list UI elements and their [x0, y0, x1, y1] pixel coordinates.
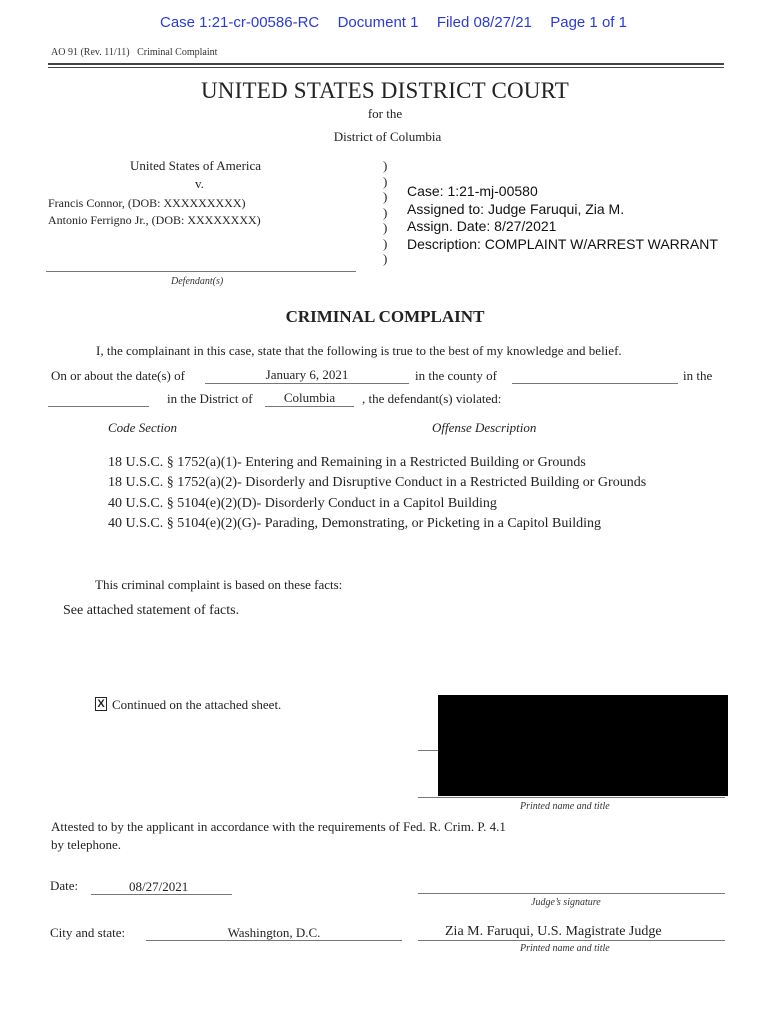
- attest-line-2: by telephone.: [51, 837, 122, 852]
- filing-date: Filed 08/27/21: [436, 14, 532, 31]
- county-text: in the county of: [415, 368, 497, 383]
- code-section-header: Code Section: [108, 420, 177, 435]
- complainant-name-rule: [418, 797, 725, 798]
- caption-defendant-label: Defendant(s): [171, 276, 224, 287]
- violation-item: 18 U.S.C. § 1752(a)(1)- Entering and Remaining in a Restricted Building or Grounds: [108, 455, 586, 470]
- filing-header: [160, 14, 627, 31]
- complaint-intro: I, the complainant in this case, state that the following is true to the best of my knowledge and belief.: [96, 343, 622, 358]
- continued-label: Continued on the attached sheet.: [112, 697, 282, 712]
- court-district: District of Columbia: [333, 129, 442, 144]
- judge-name-rule: [418, 940, 725, 941]
- complaint-heading: CRIMINAL COMPLAINT: [285, 307, 485, 326]
- caption-paren-column: ) ) ) ) ) ) ): [383, 158, 388, 266]
- violation-item: 40 U.S.C. § 5104(e)(2)(G)- Parading, Demonstrating, or Picketing in a Capitol Building: [108, 515, 602, 531]
- caption-defendant-2: Antonio Ferrigno Jr., (DOB: XXXXXXXX): [48, 213, 261, 227]
- filing-page: Page 1 of 1: [550, 14, 627, 31]
- date-field: January 6, 2021: [205, 367, 409, 384]
- redaction-box: [438, 695, 728, 796]
- judge-signature-rule: [418, 893, 725, 894]
- in-the-text: in the: [683, 368, 713, 383]
- complainant-signature-rule: [418, 750, 440, 751]
- county-field: [512, 367, 678, 384]
- stamp-assigned: Assigned to: Judge Faruqui, Zia M.: [407, 200, 625, 217]
- caption-defendant-1: Francis Connor, (DOB: XXXXXXXXX): [48, 196, 246, 210]
- attest-line-1: Attested to by the applicant in accordance with the requirements of Fed. R. Crim. P. 4.1: [51, 819, 506, 834]
- date-prefix: On or about the date(s) of: [51, 368, 185, 383]
- caption-versus: v.: [195, 176, 204, 191]
- caption-plaintiff: United States of America: [130, 158, 262, 173]
- judge-printed-name-label: Printed name and title: [520, 943, 610, 954]
- court-title: UNITED STATES DISTRICT COURT: [200, 78, 570, 103]
- city-state-label: City and state:: [50, 925, 126, 940]
- header-double-rule: [48, 63, 724, 68]
- district-prefix: in the District of: [167, 391, 253, 406]
- violation-item: 40 U.S.C. § 5104(e)(2)(D)- Disorderly Conduct in a Capitol Building: [108, 495, 497, 511]
- form-identifier: AO 91 (Rev. 11/11) Criminal Complaint: [51, 47, 218, 58]
- blank-field: [48, 390, 149, 407]
- date-label: Date:: [50, 878, 79, 893]
- checkbox-check-mark: X: [97, 698, 105, 710]
- violation-item: 18 U.S.C. § 1752(a)(2)- Disorderly and Disruptive Conduct in a Restricted Building or Grounds: [108, 475, 647, 491]
- caption-signature-rule: [46, 271, 356, 272]
- complainant-printed-name-label: Printed name and title: [520, 801, 610, 812]
- judge-signature-label: Judge’s signature: [531, 897, 601, 908]
- stamp-case: Case: 1:21-mj-00580: [407, 183, 538, 199]
- stamp-date: Assign. Date: 8/27/2021: [407, 218, 557, 234]
- filing-case-number: Case 1:21-cr-00586-RC: [160, 14, 320, 31]
- violations-list: [108, 453, 646, 534]
- district-field: Columbia: [265, 390, 354, 407]
- stamp-description: Description: COMPLAINT W/ARREST WARRANT: [407, 235, 718, 252]
- facts-text: See attached statement of facts.: [63, 603, 240, 618]
- filing-document: Document 1: [337, 14, 419, 31]
- court-for-the: for the: [367, 106, 403, 121]
- city-state-field: Washington, D.C.: [146, 925, 402, 941]
- offense-description-header: Offense Description: [432, 420, 537, 435]
- continued-checkbox[interactable]: [95, 697, 107, 711]
- violated-text: , the defendant(s) violated:: [362, 391, 502, 406]
- judge-printed-name: Zia M. Faruqui, U.S. Magistrate Judge: [445, 924, 662, 939]
- assignment-stamp: [407, 183, 718, 253]
- facts-intro: This criminal complaint is based on these facts:: [95, 577, 343, 592]
- signed-date-field: [91, 879, 232, 895]
- signed-date-value: 08/27/2021: [129, 879, 189, 894]
